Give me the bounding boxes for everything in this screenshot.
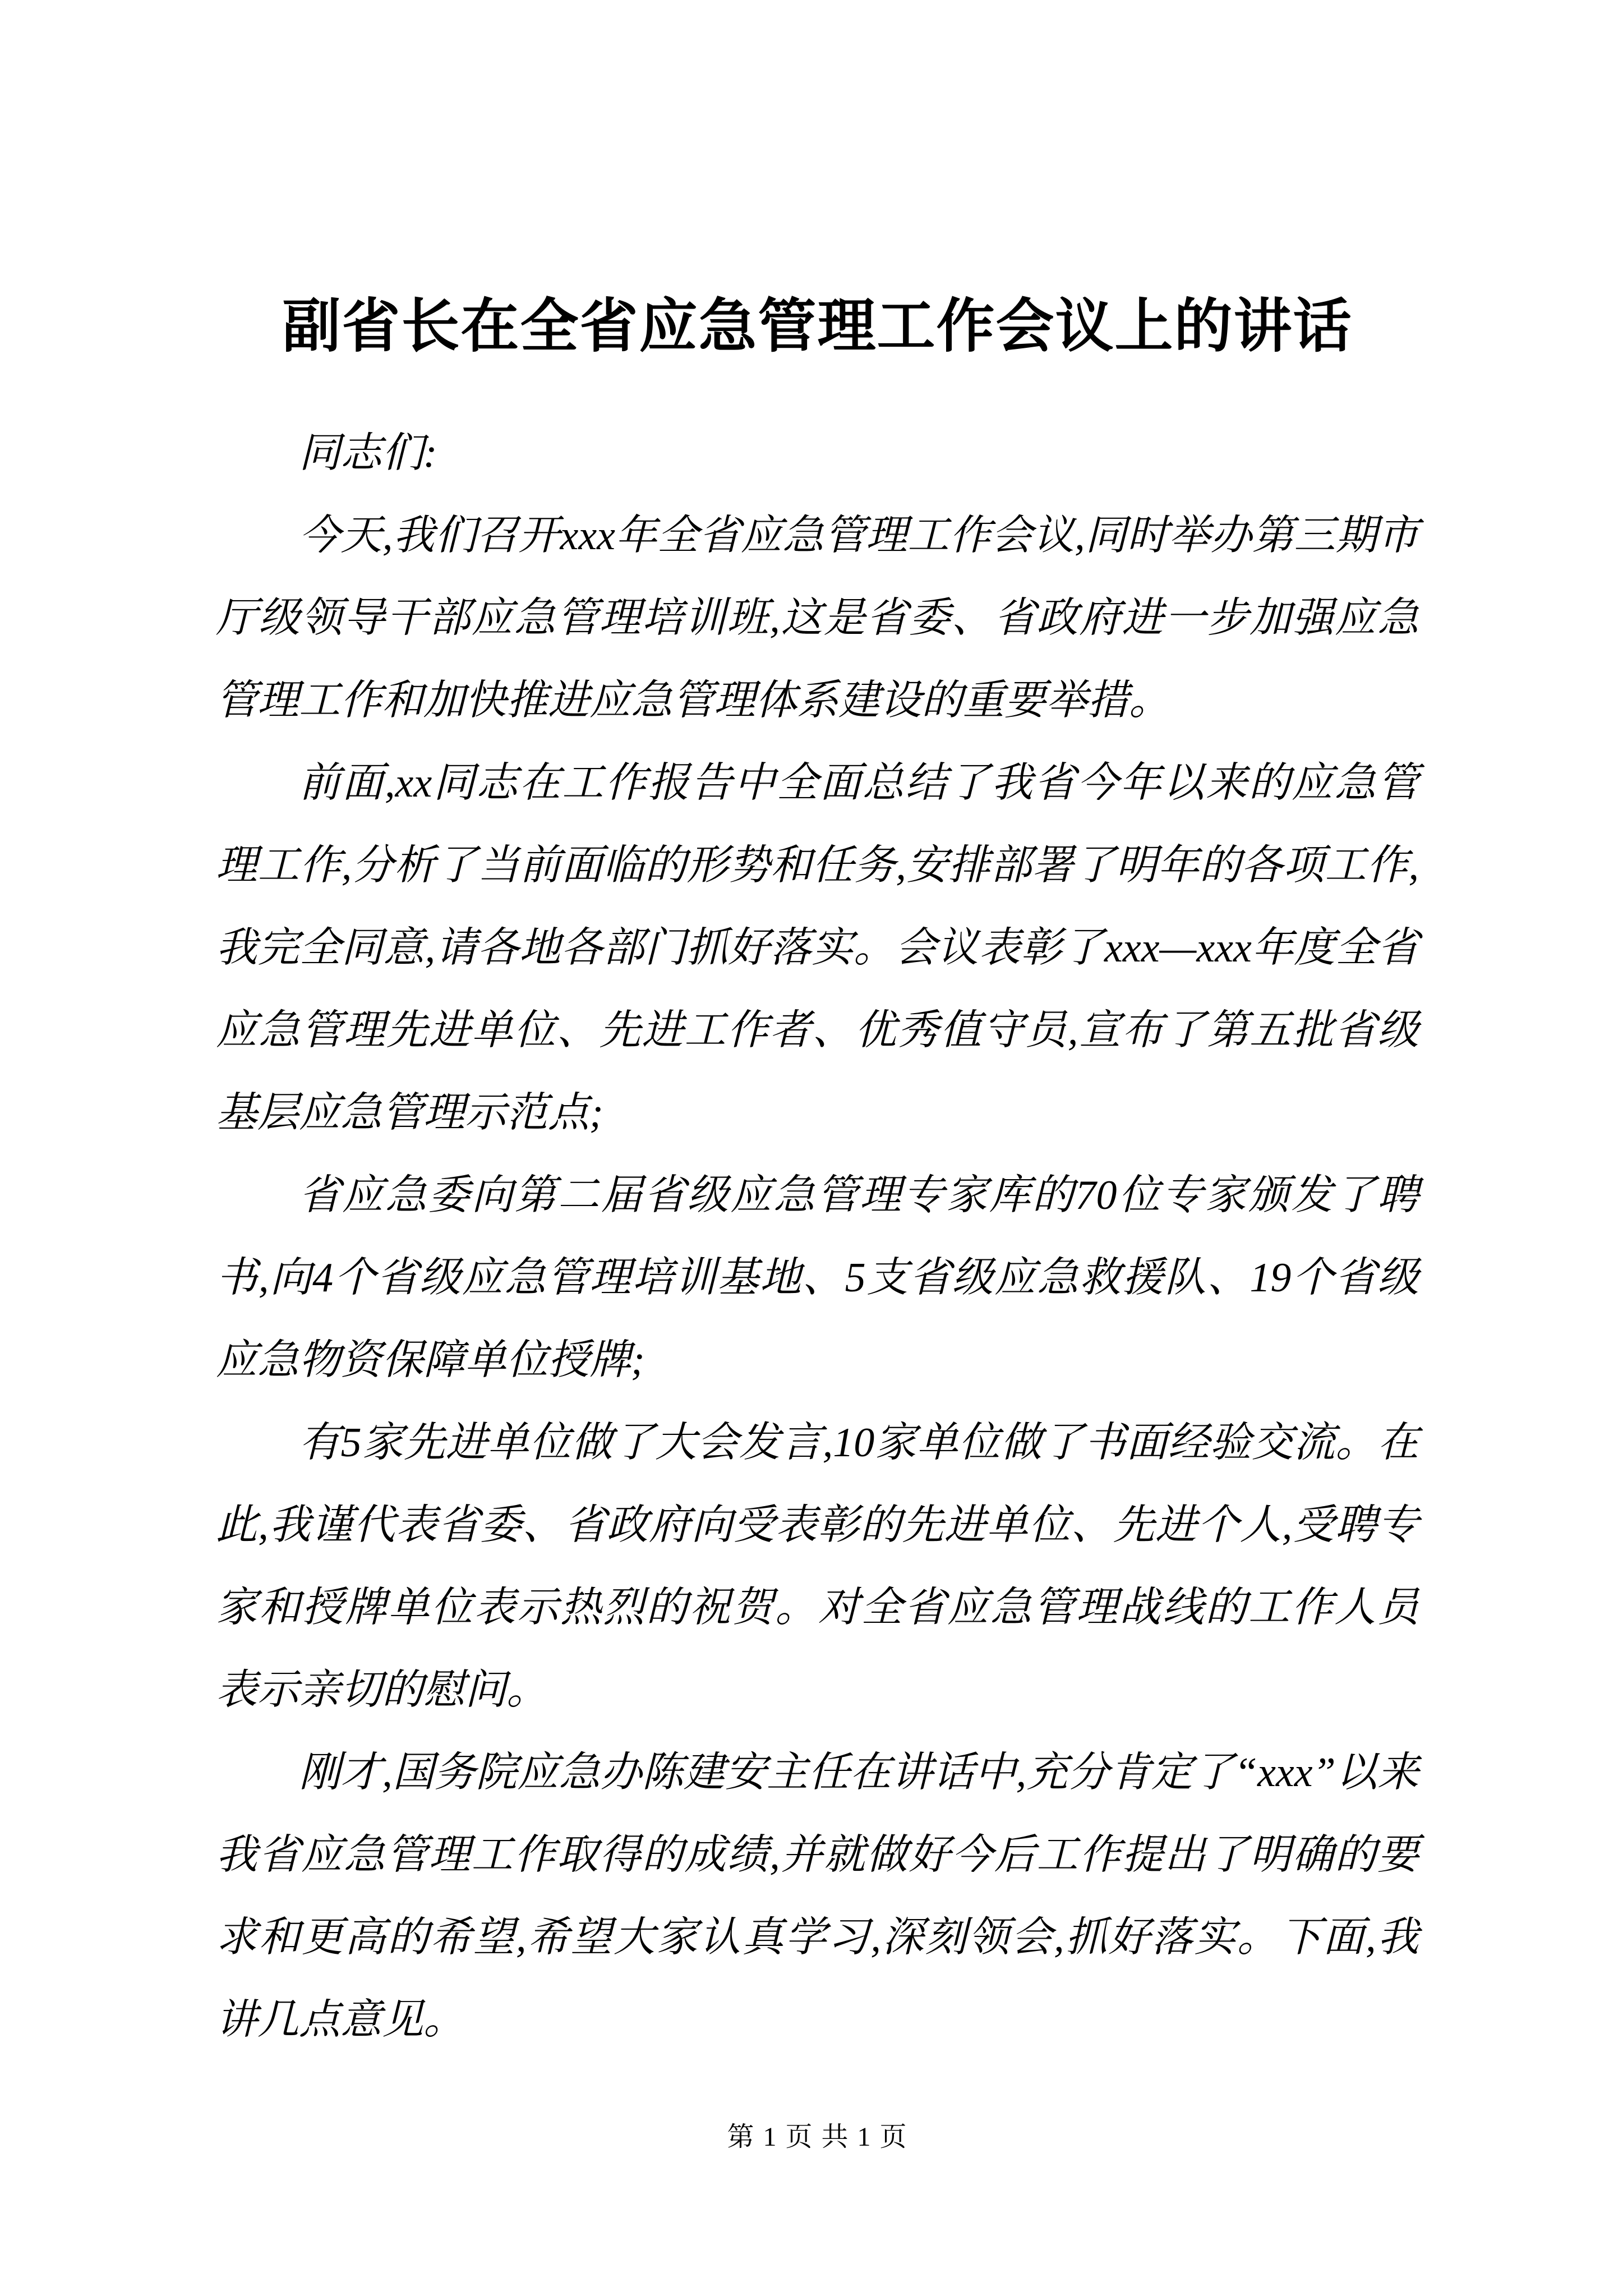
document-content xyxy=(216,264,1419,2062)
paragraph: 前面,xx同志在工作报告中全面总结了我省今年以来的应急管理工作,分析了当前面临的形势和任务,安排部署了明年的各项工作,我完全同意,请各地各部门抓好落实。会议表彰了xxx—xxx年度全省应急管理先进单位、先进工作者、优秀值守员,宣布了第五批省级基层应急管理示范点; xyxy=(216,760,1419,1136)
paragraph: 有5家先进单位做了大会发言,10家单位做了书面经验交流。在此,我谨代表省委、省政府向受表彰的先进单位、先进个人,受聘专家和授牌单位表示热烈的祝贺。对全省应急管理战线的工作人员表示亲切的慰问。 xyxy=(216,1420,1419,1713)
paragraph: 刚才,国务院应急办陈建安主任在讲话中,充分肯定了“xxx”以来我省应急管理工作取得的成绩,并就做好今后工作提出了明确的要求和更高的希望,希望大家认真学习,深刻领会,抓好落实。下面,我讲几点意见。 xyxy=(216,1750,1419,2043)
page-number-label: 第 1 页 共 1 页 xyxy=(727,2122,908,2152)
document-title: 副省长在全省应急管理工作会议上的讲话 xyxy=(282,295,1353,359)
page-footer xyxy=(216,2120,1419,2154)
paragraph: 省应急委向第二届省级应急管理专家库的70位专家颁发了聘书,向4个省级应急管理培训基地、5支省级应急救援队、19个省级应急物资保障单位授牌; xyxy=(216,1172,1419,1383)
document-body xyxy=(216,412,1419,2062)
paragraph-salutation: 同志们: xyxy=(299,430,437,476)
paragraph: 今天,我们召开xxx年全省应急管理工作会议,同时举办第三期市厅级领导干部应急管理培训班,这是省委、省政府进一步加强应急管理工作和加快推进应急管理体系建设的重要举措。 xyxy=(216,513,1419,724)
